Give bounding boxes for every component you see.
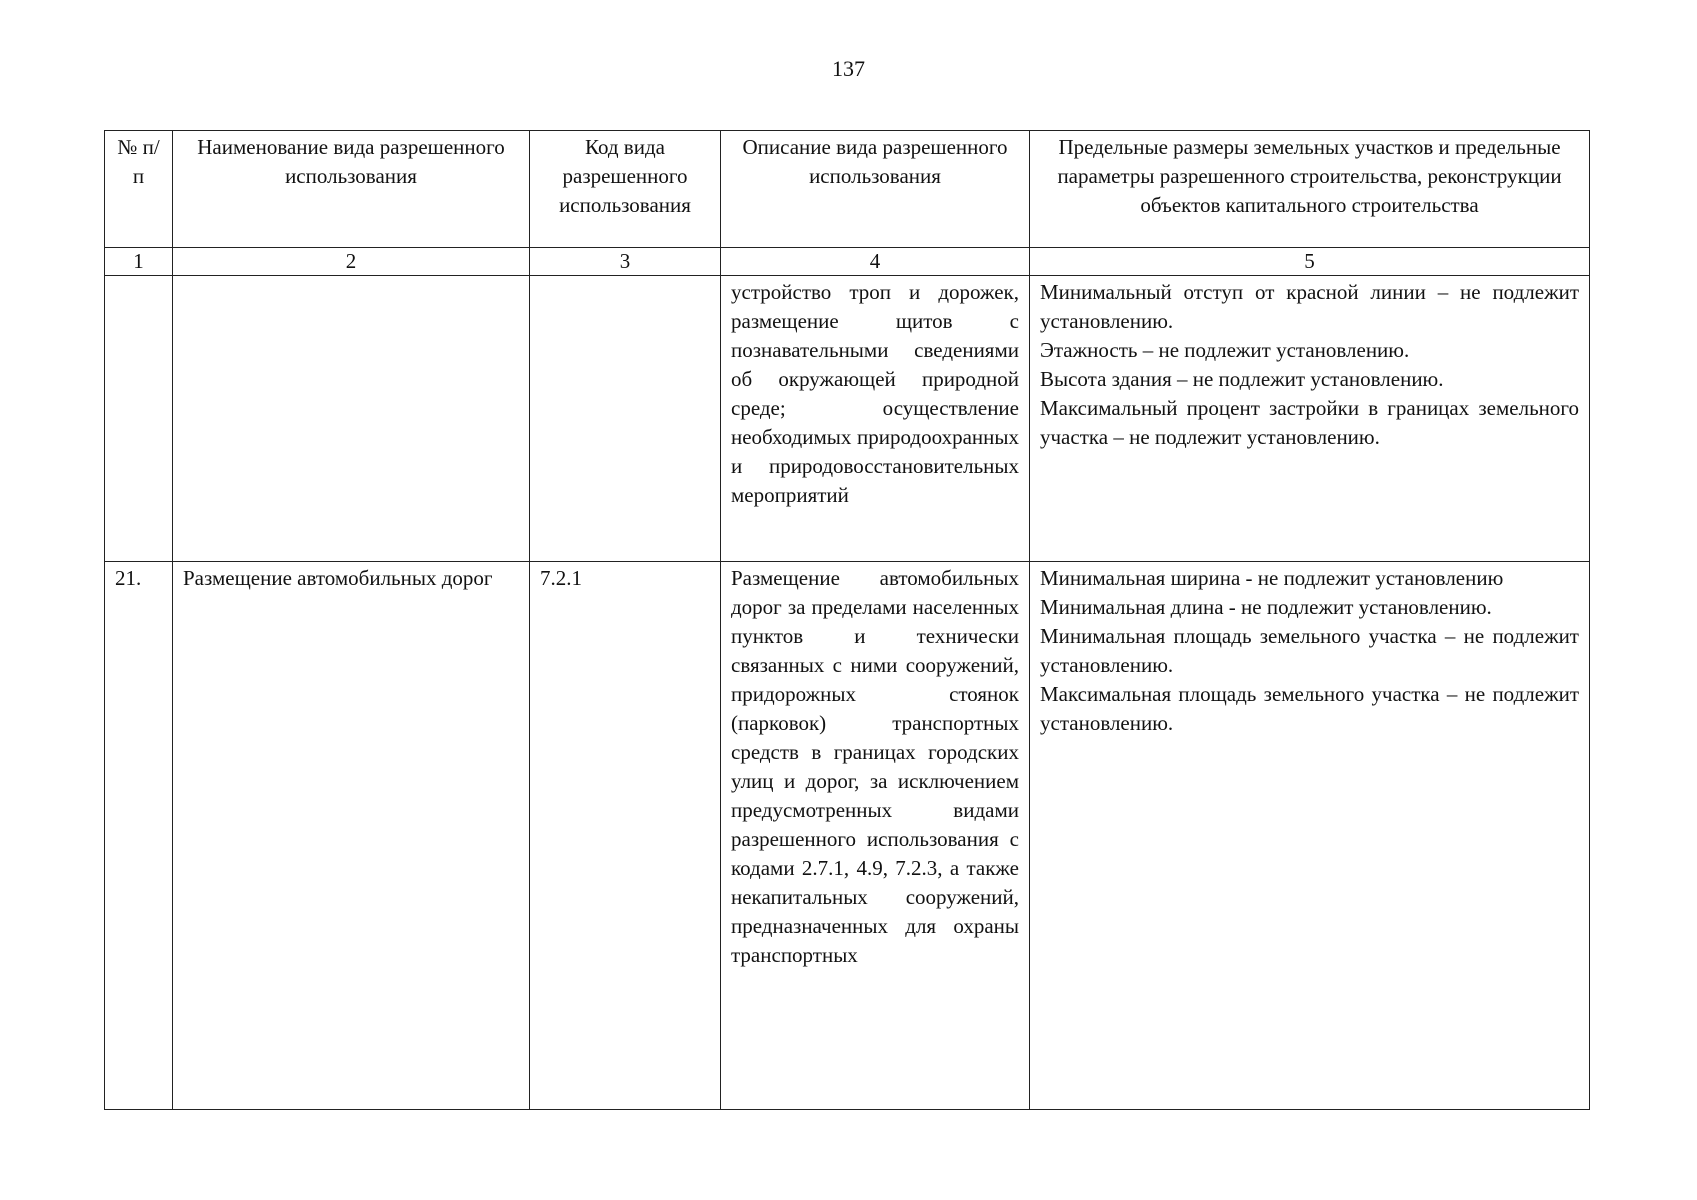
column-number: 1 — [105, 248, 173, 276]
parameter-line: Этажность – не подлежит установлению. — [1040, 338, 1410, 362]
use-name-cell — [173, 276, 530, 562]
page-number: 137 — [832, 56, 865, 81]
parameter-line: Высота здания – не подлежит установлению. — [1040, 367, 1444, 391]
column-number: 3 — [530, 248, 721, 276]
parameter-line: Минимальный отступ от красной линии – не подлежит установлению. — [1040, 280, 1579, 333]
parameter-line: Максимальный процент застройки в границах земельного участка – не подлежит установлению. — [1040, 396, 1579, 449]
use-description-cell: устройство троп и дорожек, размещение щитов с познавательными сведениями об окружающей природной среде; осуществление необходимых природоохранных и природовосстановительных мероприятий — [721, 276, 1030, 562]
parameter-line: Минимальная ширина - не подлежит установлению — [1040, 566, 1504, 590]
use-name-cell: Размещение автомобильных дорог — [173, 562, 530, 1110]
table-header-row — [105, 131, 1590, 248]
header-use-name: Наименование вида разрешенного использования — [173, 131, 530, 248]
column-number: 2 — [173, 248, 530, 276]
parameter-line: Максимальная площадь земельного участка – не подлежит установлению. — [1040, 682, 1579, 735]
header-use-description: Описание вида разрешенного использования — [721, 131, 1030, 248]
table-row — [105, 276, 1590, 562]
header-number: № п/п — [105, 131, 173, 248]
use-code-cell — [530, 276, 721, 562]
header-use-code: Код вида разрешенного использования — [530, 131, 721, 248]
column-number-row — [105, 248, 1590, 276]
row-number-cell — [105, 276, 173, 562]
limit-parameters-cell — [1030, 562, 1590, 1110]
limit-parameters-cell — [1030, 276, 1590, 562]
column-number: 4 — [721, 248, 1030, 276]
parameter-line: Минимальная длина - не подлежит установлению. — [1040, 595, 1492, 619]
header-limit-parameters: Предельные размеры земельных участков и предельные параметры разрешенного строительства, реконструкции объектов капитального строительства — [1030, 131, 1590, 248]
table-row — [105, 562, 1590, 1110]
parameter-line: Минимальная площадь земельного участка – не подлежит установлению. — [1040, 624, 1579, 677]
row-number-cell: 21. — [105, 562, 173, 1110]
column-number: 5 — [1030, 248, 1590, 276]
use-code-cell: 7.2.1 — [530, 562, 721, 1110]
use-description-cell: Размещение автомобильных дорог за пределами населенных пунктов и технически связанных с ними сооружений, придорожных стоянок (парковок) транспортных средств в границах городских улиц и дорог, за исключением предусмотренных видами разрешенного использования с кодами 2.7.1, 4.9, 7.2.3, а также некапитальных сооружений, предназначенных для охраны транспортных — [721, 562, 1030, 1110]
land-use-table — [104, 130, 1590, 1110]
